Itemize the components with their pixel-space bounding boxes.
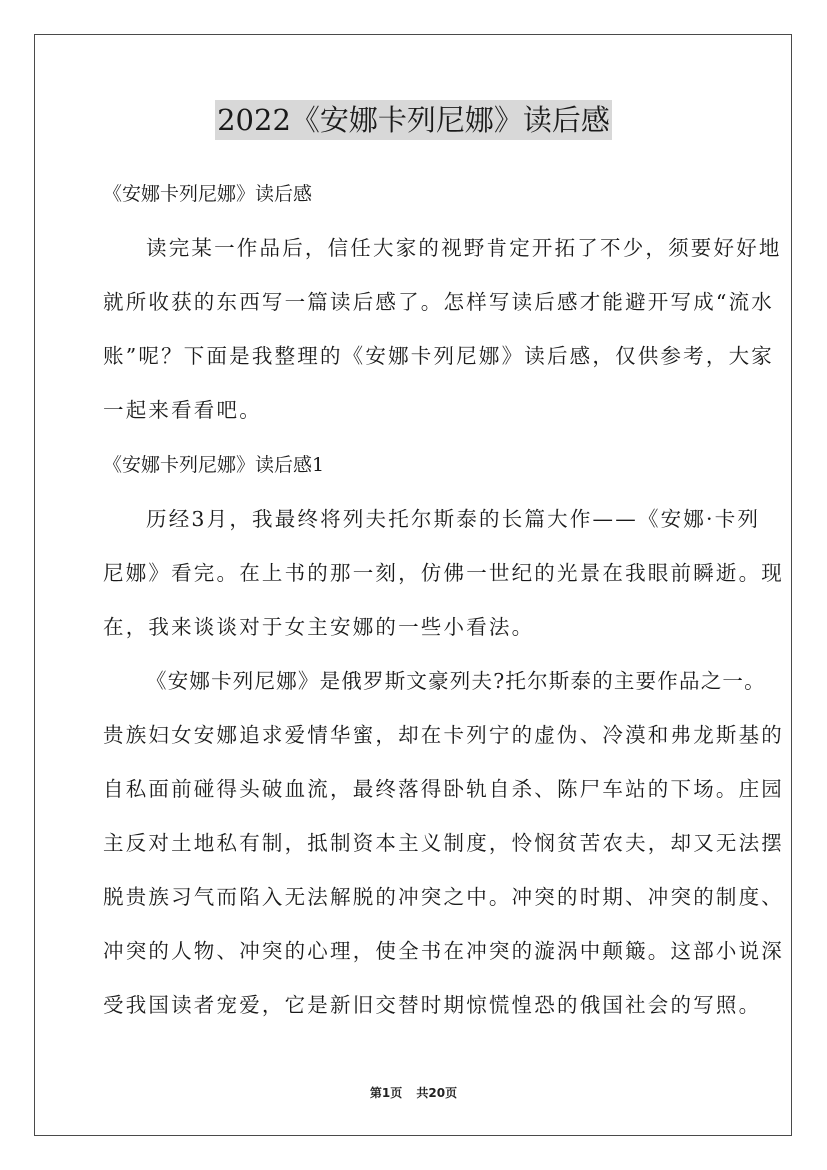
paragraph-line: 贵族妇女安娜追求爱情华蜜，却在卡列宁的虚伪、冷漠和弗龙斯基的 xyxy=(103,723,784,747)
page-footer xyxy=(0,1085,827,1101)
paragraph-line: 受我国读者宠爱，它是新旧交替时期惊慌惶恐的俄国社会的写照。 xyxy=(103,993,762,1017)
paragraph-line: 尼娜》看完。在上书的那一刻，仿佛一世纪的光景在我眼前瞬逝。现 xyxy=(103,561,784,585)
paragraph-line: 脱贵族习气而陷入无法解脱的冲突之中。冲突的时期、冲突的制度、 xyxy=(103,885,784,909)
page-number: 第1页 xyxy=(369,1086,403,1100)
subtitle-heading: 《安娜卡列尼娜》读后感 xyxy=(103,183,313,205)
paragraph-line: 主反对土地私有制，抵制资本主义制度，怜悯贫苦农夫，却又无法摆 xyxy=(103,831,784,855)
intro-line: 一起来看看吧。 xyxy=(103,398,262,422)
intro-line: 就所收获的东西写一篇读后感了。怎样写读后感才能避开写成“流水 xyxy=(103,290,774,314)
paragraph-line: 冲突的人物、冲突的心理，使全书在冲突的漩涡中颠簸。这部小说深 xyxy=(103,939,784,963)
page-total: 共20页 xyxy=(416,1086,458,1100)
intro-line: 账”呢？下面是我整理的《安娜卡列尼娜》读后感，仅供参考，大家 xyxy=(103,344,774,368)
paragraph-line: 《安娜卡列尼娜》是俄罗斯文豪列夫?托尔斯泰的主要作品之一。 xyxy=(146,669,766,693)
document-title: 2022《安娜卡列尼娜》读后感 xyxy=(215,100,612,140)
paragraph-line: 自私面前碰得头破血流，最终落得卧轨自杀、陈尸车站的下场。庄园 xyxy=(103,777,784,801)
paragraph-line: 历经3月，我最终将列夫托尔斯泰的长篇大作——《安娜·卡列 xyxy=(146,507,761,531)
paragraph-line: 在，我来谈谈对于女主安娜的一些小看法。 xyxy=(103,615,535,639)
intro-line: 读完某一作品后，信任大家的视野肯定开拓了不少，须要好好地 xyxy=(146,236,782,260)
title-container xyxy=(0,100,827,140)
section-heading: 《安娜卡列尼娜》读后感1 xyxy=(103,454,325,476)
